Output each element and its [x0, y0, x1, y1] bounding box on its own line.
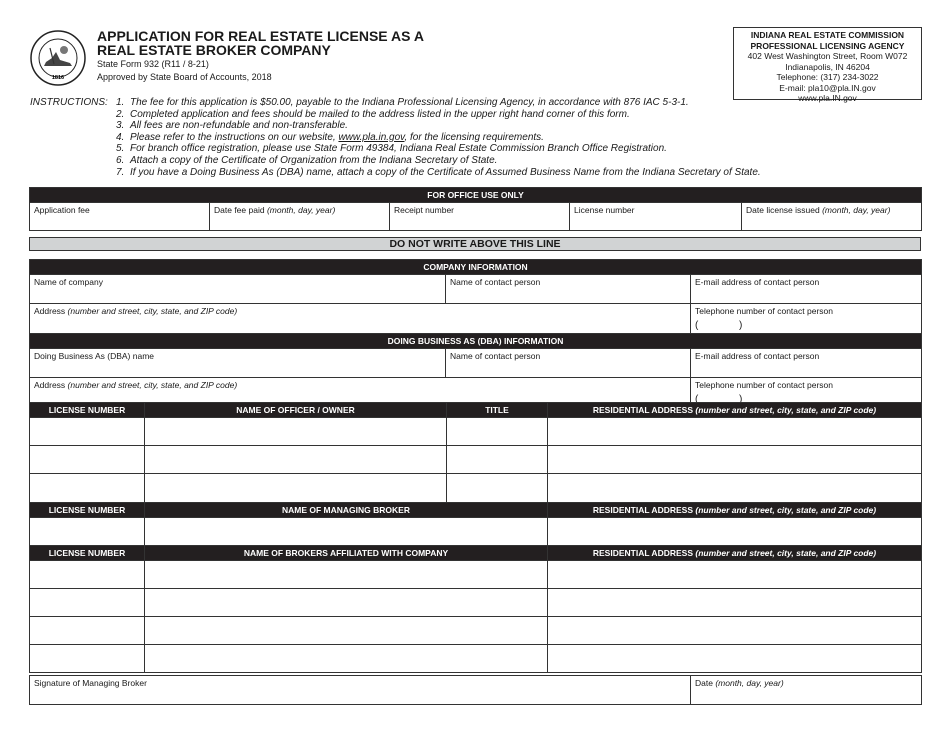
affiliated-address-cell[interactable]	[548, 617, 922, 645]
managing-address-header: RESIDENTIAL ADDRESS (number and street, city, state, and ZIP code)	[548, 503, 922, 518]
receipt-number-field[interactable]: Receipt number	[390, 203, 570, 231]
affiliated-license-cell[interactable]	[30, 645, 145, 673]
table-row	[30, 446, 922, 474]
dba-phone-field[interactable]: Telephone number of contact person ( )	[691, 378, 922, 408]
officer-title-cell[interactable]	[447, 474, 548, 503]
table-row	[30, 617, 922, 645]
table-row	[30, 418, 922, 446]
application-fee-field[interactable]: Application fee	[30, 203, 210, 231]
instruction-item: 4. Please refer to the instructions on our website, www.pla.in.gov, for the licensing requirements.	[116, 131, 544, 143]
instruction-item: 7. If you have a Doing Business As (DBA) name, attach a copy of the Certificate of Assumed Business Name from the Indiana Secretary of State.	[116, 166, 761, 178]
agency-address-box: INDIANA REAL ESTATE COMMISSION PROFESSIONAL LICENSING AGENCY 402 West Washington Street, Room W072 Indianapolis, IN 46204 Telephone: (317) 234-3022 E-mail: pla10@pla.IN.gov www.pla.IN.gov	[733, 27, 922, 100]
officer-address-cell[interactable]	[548, 418, 922, 446]
officer-license-cell[interactable]	[30, 418, 145, 446]
dba-info-header: DOING BUSINESS AS (DBA) INFORMATION	[30, 334, 922, 349]
affiliated-name-cell[interactable]	[145, 589, 548, 617]
company-email-field[interactable]: E-mail address of contact person	[691, 275, 922, 304]
signature-table	[29, 675, 922, 705]
instructions-label: INSTRUCTIONS:	[30, 97, 108, 108]
table-row	[30, 561, 922, 589]
form-number: State Form 932 (R11 / 8-21)	[97, 59, 209, 69]
affiliated-address-cell[interactable]	[548, 561, 922, 589]
website-link[interactable]: www.pla.in.gov	[338, 131, 405, 143]
instruction-item: 3. All fees are non-refundable and non-transferable.	[116, 120, 348, 132]
company-contact-field[interactable]: Name of contact person	[446, 275, 691, 304]
date-fee-paid-field[interactable]: Date fee paid (month, day, year)	[210, 203, 390, 231]
managing-name-cell[interactable]	[145, 518, 548, 546]
date-license-issued-field[interactable]: Date license issued (month, day, year)	[742, 203, 922, 231]
company-phone-field[interactable]: Telephone number of contact person ( )	[691, 304, 922, 334]
officer-address-header: RESIDENTIAL ADDRESS (number and street, city, state, and ZIP code)	[548, 403, 922, 418]
affiliated-name-header: NAME OF BROKERS AFFILIATED WITH COMPANY	[145, 546, 548, 561]
officers-table	[29, 402, 922, 673]
affiliated-name-cell[interactable]	[145, 617, 548, 645]
affiliated-name-cell[interactable]	[145, 645, 548, 673]
managing-license-cell[interactable]	[30, 518, 145, 546]
officer-name-header: NAME OF OFFICER / OWNER	[145, 403, 447, 418]
affiliated-license-cell[interactable]	[30, 561, 145, 589]
instruction-item: 2. Completed application and fees should be mailed to the address listed in the upper right hand corner of this form.	[116, 108, 630, 120]
affiliated-license-cell[interactable]	[30, 617, 145, 645]
officer-license-cell[interactable]	[30, 474, 145, 503]
instruction-item: 5. For branch office registration, please use State Form 49384, Indiana Real Estate Commission Branch Office Registration.	[116, 143, 667, 155]
officer-name-cell[interactable]	[145, 418, 447, 446]
company-info-table	[29, 259, 922, 408]
dba-address-field[interactable]: Address (number and street, city, state, and ZIP code)	[30, 378, 691, 408]
dba-email-field[interactable]: E-mail address of contact person	[691, 349, 922, 378]
license-number-field[interactable]: License number	[570, 203, 742, 231]
signature-date-field[interactable]: Date (month, day, year)	[691, 676, 922, 705]
officer-license-header: LICENSE NUMBER	[30, 403, 145, 418]
table-row	[30, 645, 922, 673]
seal-year: 1816	[51, 75, 65, 81]
officer-title-header: TITLE	[447, 403, 548, 418]
table-row	[30, 474, 922, 503]
instruction-item: 6. Attach a copy of the Certificate of Organization from the Indiana Secretary of State.	[116, 154, 498, 166]
table-row	[30, 589, 922, 617]
affiliated-license-cell[interactable]	[30, 589, 145, 617]
office-use-header: FOR OFFICE USE ONLY	[30, 188, 922, 203]
company-name-field[interactable]: Name of company	[30, 275, 446, 304]
dba-contact-field[interactable]: Name of contact person	[446, 349, 691, 378]
affiliated-address-cell[interactable]	[548, 589, 922, 617]
affiliated-name-cell[interactable]	[145, 561, 548, 589]
approval-note: Approved by State Board of Accounts, 2018	[97, 72, 272, 82]
instructions-list	[116, 97, 761, 178]
managing-license-header: LICENSE NUMBER	[30, 503, 145, 518]
table-row	[30, 518, 922, 546]
do-not-write-banner: DO NOT WRITE ABOVE THIS LINE	[29, 237, 921, 251]
managing-name-header: NAME OF MANAGING BROKER	[145, 503, 548, 518]
officer-title-cell[interactable]	[447, 446, 548, 474]
affiliated-address-header: RESIDENTIAL ADDRESS (number and street, city, state, and ZIP code)	[548, 546, 922, 561]
form-title: APPLICATION FOR REAL ESTATE LICENSE AS A REAL ESTATE BROKER COMPANY	[97, 28, 424, 58]
affiliated-license-header: LICENSE NUMBER	[30, 546, 145, 561]
managing-address-cell[interactable]	[548, 518, 922, 546]
company-address-field[interactable]: Address (number and street, city, state, and ZIP code)	[30, 304, 691, 334]
managing-broker-signature-field[interactable]: Signature of Managing Broker	[30, 676, 691, 705]
officer-name-cell[interactable]	[145, 446, 447, 474]
office-use-table	[29, 187, 922, 231]
company-info-header: COMPANY INFORMATION	[30, 260, 922, 275]
affiliated-address-cell[interactable]	[548, 645, 922, 673]
officer-name-cell[interactable]	[145, 474, 447, 503]
dba-name-field[interactable]: Doing Business As (DBA) name	[30, 349, 446, 378]
instruction-item: 1. The fee for this application is $50.00, payable to the Indiana Professional Licensing Agency, in accordance with 876 IAC 5-3-1.	[116, 97, 689, 108]
officer-title-cell[interactable]	[447, 418, 548, 446]
state-seal-icon	[30, 30, 86, 86]
officer-license-cell[interactable]	[30, 446, 145, 474]
officer-address-cell[interactable]	[548, 474, 922, 503]
officer-address-cell[interactable]	[548, 446, 922, 474]
